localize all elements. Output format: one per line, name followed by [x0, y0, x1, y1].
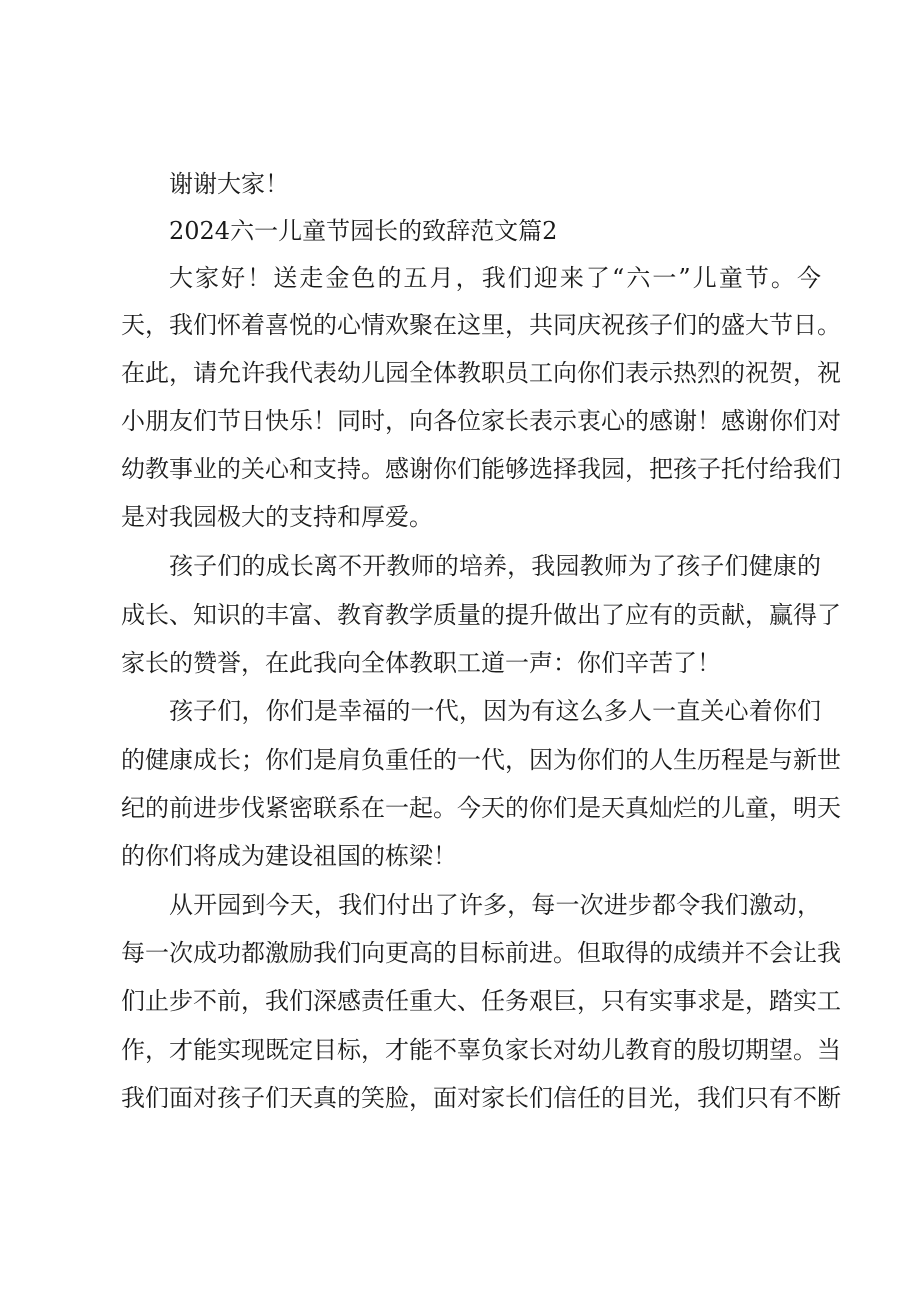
- paragraph-1-line-3: 在此，请允许我代表幼儿园全体教职员工向你们表示热烈的祝贺，祝: [121, 359, 841, 387]
- paragraph-3-line-1: 孩子们，你们是幸福的一代，因为有这么多人一直关心着你们: [169, 697, 821, 725]
- paragraph-2-line-1: 孩子们的成长离不开教师的培养，我园教师为了孩子们健康的: [169, 552, 821, 580]
- paragraph-4-line-2: 每一次成功都激励我们向更高的目标前进。但取得的成绩并不会让我: [121, 939, 841, 967]
- paragraph-4-line-3: 们止步不前，我们深感责任重大、任务艰巨，只有实事求是，踏实工: [121, 987, 841, 1015]
- paragraph-4-line-1: 从开园到今天，我们付出了许多，每一次进步都令我们激动，: [169, 891, 821, 919]
- paragraph-2-line-2: 成长、知识的丰富、教育教学质量的提升做出了应有的贡献，赢得了: [121, 601, 841, 629]
- paragraph-1-line-4: 小朋友们节日快乐！同时，向各位家长表示衷心的感谢！感谢你们对: [121, 407, 841, 435]
- paragraph-1-line-5: 幼教事业的关心和支持。感谢你们能够选择我园，把孩子托付给我们: [121, 455, 841, 483]
- paragraph-2-line-3: 家长的赞誉，在此我向全体教职工道一声：你们辛苦了！: [121, 649, 721, 677]
- paragraph-4-line-4: 作，才能实现既定目标，才能不辜负家长对幼儿教育的殷切期望。当: [121, 1036, 841, 1064]
- paragraph-3-line-3: 纪的前进步伐紧密联系在一起。今天的你们是天真灿烂的儿童，明天: [121, 794, 841, 822]
- paragraph-3-line-4: 的你们将成为建设祖国的栋梁！: [121, 842, 457, 870]
- closing-line: 谢谢大家！: [169, 170, 289, 198]
- paragraph-1-line-6: 是对我园极大的支持和厚爱。: [121, 503, 433, 531]
- paragraph-3-line-2: 的健康成长；你们是肩负重任的一代，因为你们的人生历程是与新世: [121, 746, 841, 774]
- paragraph-1-line-2: 天，我们怀着喜悦的心情欢聚在这里，共同庆祝孩子们的盛大节日。: [121, 311, 841, 339]
- section-heading: 2024六一儿童节园长的致辞范文篇2: [169, 217, 558, 245]
- paragraph-1-line-1: 大家好！送走金色的五月，我们迎来了“六一”儿童节。今: [169, 264, 821, 292]
- paragraph-4-line-5: 我们面对孩子们天真的笑脸，面对家长们信任的目光，我们只有不断: [121, 1084, 841, 1112]
